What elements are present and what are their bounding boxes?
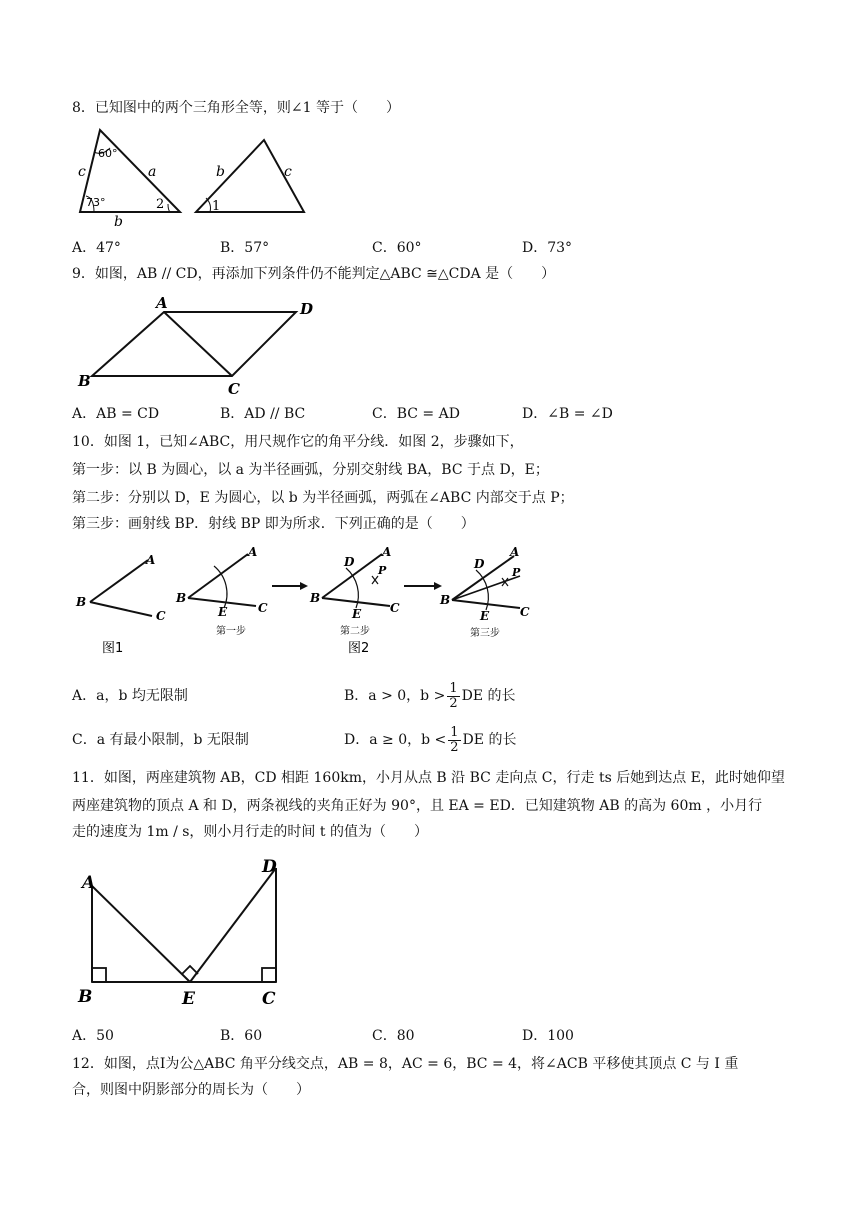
svg-text:E: E xyxy=(480,609,490,623)
q10-caption-step2: 第二步 xyxy=(340,626,370,637)
q8-option-a[interactable]: A．47° xyxy=(72,240,121,256)
svg-text:P: P xyxy=(512,566,521,579)
q8-label-2: 2 xyxy=(156,197,165,212)
q9-option-a[interactable]: A．AB = CD xyxy=(72,406,160,422)
q8-label-c2: c xyxy=(284,164,292,180)
q10-option-c[interactable]: C．a 有最小限制，b 无限制 xyxy=(72,732,249,748)
q8-label-b2: b xyxy=(216,164,225,180)
svg-text:E: E xyxy=(352,607,362,621)
q8-option-c[interactable]: C．60° xyxy=(372,240,422,256)
q8-label-c: c xyxy=(78,164,86,180)
q9-option-b[interactable]: B．AD // BC xyxy=(220,406,306,422)
q9-label-b: B xyxy=(78,372,91,390)
q8-angle-73: 73° xyxy=(86,196,106,209)
svg-text:B: B xyxy=(440,593,451,607)
q10-f1-label-a: A xyxy=(146,553,156,567)
q10-caption-fig2: 图2 xyxy=(348,641,370,656)
q11-label-e: E xyxy=(182,989,195,1009)
q11-option-c[interactable]: C．80 xyxy=(372,1028,415,1044)
svg-text:E: E xyxy=(218,605,228,619)
q8-label-1: 1 xyxy=(212,199,221,214)
svg-text:B: B xyxy=(176,591,187,605)
q12-line2: 合，则图中阴影部分的周长为（ ） xyxy=(72,1082,310,1098)
q11-line1: 11．如图，两座建筑物 AB，CD 相距 160km，小月从点 B 沿 BC 走向点 C，行走 ts 后她到达点 E，此时她仰望 xyxy=(72,770,785,786)
q8-label-a: a xyxy=(148,164,157,180)
q11-line2: 两座建筑物的顶点 A 和 D，两条视线的夹角正好为 90°，且 EA = ED．已知建筑物 AB 的高为 60m ，小月行 xyxy=(72,798,763,814)
q8-angle-60: 60° xyxy=(98,147,118,160)
q10-caption-step3: 第三步 xyxy=(470,628,500,639)
svg-text:A: A xyxy=(510,545,520,559)
q10-option-d[interactable]: D．a ≥ 0，b < $\frac{1}{2}$ DE 的长 xyxy=(344,724,517,755)
svg-text:D: D xyxy=(474,557,485,571)
svg-text:D: D xyxy=(344,555,355,569)
q10-b-fraction: $\frac{1}{2}$ xyxy=(449,680,458,711)
q10-f1-label-c: C xyxy=(156,609,166,623)
q8-figure xyxy=(72,124,322,230)
q9-label-d: D xyxy=(300,300,314,318)
q10-step3: 第三步：画射线 BP．射线 BP 即为所求．下列正确的是（ ） xyxy=(72,516,475,532)
q8-stem: 8．已知图中的两个三角形全等，则∠1 等于（ ） xyxy=(72,100,400,116)
q8-option-b[interactable]: B．57° xyxy=(220,240,270,256)
svg-text:B: B xyxy=(310,591,321,605)
q10-option-b[interactable]: B．a > 0，b > $\frac{1}{2}$ DE 的长 xyxy=(344,680,516,711)
q10-label-p: P xyxy=(378,564,387,577)
q8-label-b: b xyxy=(114,214,123,230)
q10-stem: 10．如图 1，已知∠ABC，用尺规作它的角平分线．如图 2，步骤如下， xyxy=(72,434,524,450)
q11-option-a[interactable]: A．50 xyxy=(72,1028,114,1044)
q10-option-a[interactable]: A．a，b 均无限制 xyxy=(72,688,188,704)
q11-option-d[interactable]: D．100 xyxy=(522,1028,574,1044)
q9-stem: 9．如图，AB // CD，再添加下列条件仍不能判定△ABC ≅△CDA 是（ ） xyxy=(72,266,556,282)
q11-figure xyxy=(72,854,302,1014)
svg-text:A: A xyxy=(382,545,392,559)
q9-label-a: A xyxy=(156,294,168,312)
q10-d-fraction: $\frac{1}{2}$ xyxy=(450,724,459,755)
q9-option-c[interactable]: C．BC = AD xyxy=(372,406,460,422)
q10-caption-step1: 第一步 xyxy=(216,626,246,637)
svg-text:C: C xyxy=(520,605,530,619)
q12-line1: 12．如图，点I为公△ABC 角平分线交点，AB = 8，AC = 6，BC = 4，将∠ACB 平移使其顶点 C 与 I 重 xyxy=(72,1056,739,1072)
q10-step2: 第二步：分别以 D，E 为圆心，以 b 为半径画弧，两弧在∠ABC 内部交于点 P； xyxy=(72,490,574,506)
q8-option-d[interactable]: D．73° xyxy=(522,240,573,256)
q9-option-d[interactable]: D．∠B = ∠D xyxy=(522,406,613,422)
q10-step1: 第一步：以 B 为圆心，以 a 为半径画弧，分别交射线 BA，BC 于点 D，E； xyxy=(72,462,549,478)
q10-caption-fig1: 图1 xyxy=(102,641,124,656)
svg-text:A: A xyxy=(248,545,258,559)
svg-text:C: C xyxy=(390,601,400,615)
q11-option-b[interactable]: B．60 xyxy=(220,1028,263,1044)
q9-figure xyxy=(72,294,322,398)
q10-figure xyxy=(72,542,542,662)
q11-label-a: A xyxy=(82,873,96,893)
q9-label-c: C xyxy=(228,380,240,398)
q11-line3: 走的速度为 1m / s，则小月行走的时间 t 的值为（ ） xyxy=(72,824,428,840)
q11-label-c: C xyxy=(262,989,276,1009)
q11-label-d: D xyxy=(262,857,277,877)
svg-text:C: C xyxy=(258,601,268,615)
q10-f1-label-b: B xyxy=(76,595,87,609)
q11-label-b: B xyxy=(78,987,93,1007)
